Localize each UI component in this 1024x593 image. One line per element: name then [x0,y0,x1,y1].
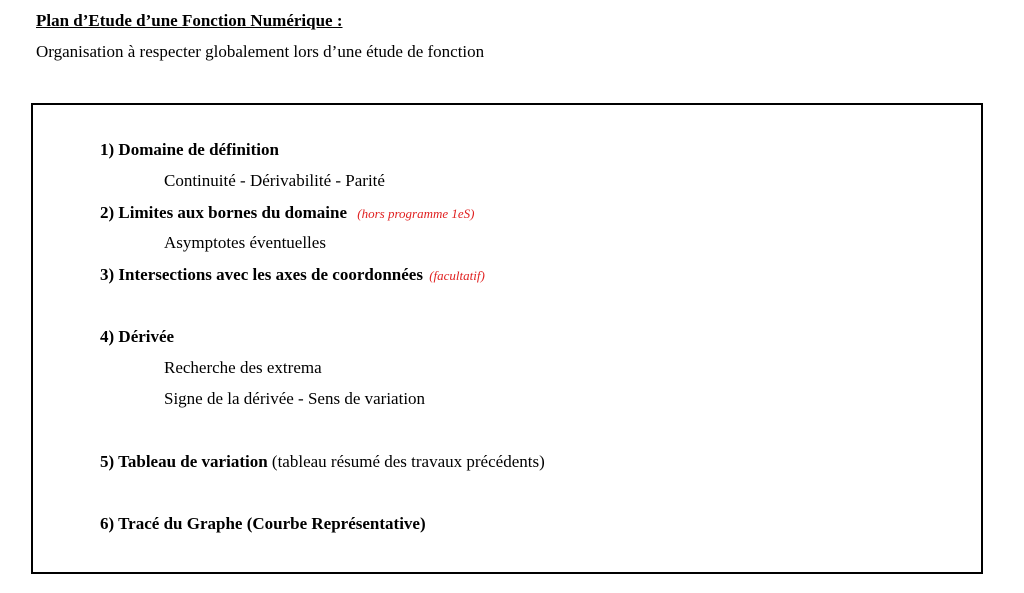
step-6-line [100,513,426,535]
step-5-heading: 5) Tableau de variation [100,452,268,471]
document-title: Plan d’Etude d’une Fonction Numérique : [36,11,343,30]
step-2-heading: 2) Limites aux bornes du domaine [100,203,347,222]
step-3-line [100,264,485,287]
step-3-heading: 3) Intersections avec les axes de coordonnées [100,265,423,284]
step-1-detail: Continuité - Dérivabilité - Parité [164,171,385,190]
step-4-heading: 4) Dérivée [100,327,175,346]
step-4-detail-1: Recherche des extrema [164,358,322,377]
step-5-line [100,451,545,473]
step-3-note: (facultatif) [429,268,485,283]
step-5-extra: (tableau résumé des travaux précédents) [271,452,545,471]
step-4-detail-2: Signe de la dérivée - Sens de variation [164,389,426,408]
step-2-line [100,202,474,225]
step-1-line [100,139,279,161]
plan-box [31,103,983,574]
document-subtitle: Organisation à respecter globalement lors d’une étude de fonction [36,42,485,61]
step-2-detail: Asymptotes éventuelles [164,233,326,252]
step-6-heading: 6) Tracé du Graphe (Courbe Représentative) [100,514,426,533]
step-4-line [100,326,174,348]
step-2-note: (hors programme 1eS) [357,206,475,221]
step-1-heading: 1) Domaine de définition [100,140,279,159]
